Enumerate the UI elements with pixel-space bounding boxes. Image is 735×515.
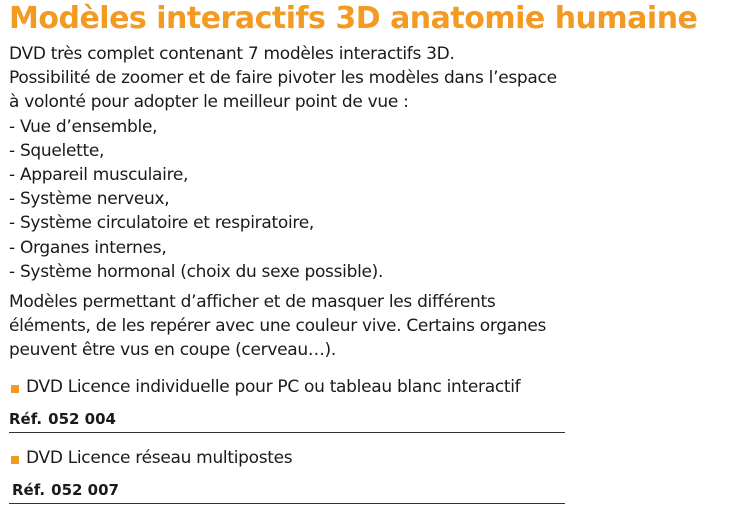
offer-label: DVD Licence réseau multipostes xyxy=(26,448,293,468)
intro-line: Possibilité de zoomer et de faire pivoter les modèles dans l’espace xyxy=(9,68,557,89)
reference-value: 052 007 xyxy=(51,481,119,499)
features-line: peuvent être vus en coupe (cerveau…). xyxy=(9,340,336,361)
reference-label: Réf. xyxy=(12,481,46,499)
offer-title xyxy=(9,375,565,399)
reference-label: Réf. xyxy=(9,410,43,428)
offer-individual-licence xyxy=(9,375,565,433)
intro-line: DVD très complet contenant 7 modèles interactifs 3D. xyxy=(9,44,455,64)
intro-line: à volonté pour adopter le meilleur point de vue : xyxy=(9,92,409,113)
model-list-item: - Système hormonal (choix du sexe possible). xyxy=(9,261,384,282)
offer-title xyxy=(9,446,565,470)
offer-label: DVD Licence individuelle pour PC ou tableau blanc interactif xyxy=(26,377,521,397)
model-list-item: - Squelette, xyxy=(9,140,105,161)
model-list-item: - Système circulatoire et respiratoire, xyxy=(9,213,314,234)
model-list-item: - Appareil musculaire, xyxy=(9,165,189,186)
square-bullet-icon xyxy=(11,456,19,464)
reference-number xyxy=(9,409,565,433)
features-line: éléments, de les repérer avec une couleur vive. Certains organes xyxy=(9,316,547,337)
square-bullet-icon xyxy=(11,385,19,393)
model-list-item: - Organes internes, xyxy=(9,237,167,258)
reference-value: 052 004 xyxy=(48,410,116,428)
features-paragraph xyxy=(9,290,729,363)
model-list-item: - Vue d’ensemble, xyxy=(9,116,158,137)
page-title: Modèles interactifs 3D anatomie humaine xyxy=(9,1,698,36)
offer-network-licence xyxy=(9,446,565,504)
reference-number xyxy=(9,480,565,504)
model-list-item: - Système nerveux, xyxy=(9,189,170,210)
features-line: Modèles permettant d’afficher et de masquer les différents xyxy=(9,292,496,313)
product-description xyxy=(9,42,729,363)
